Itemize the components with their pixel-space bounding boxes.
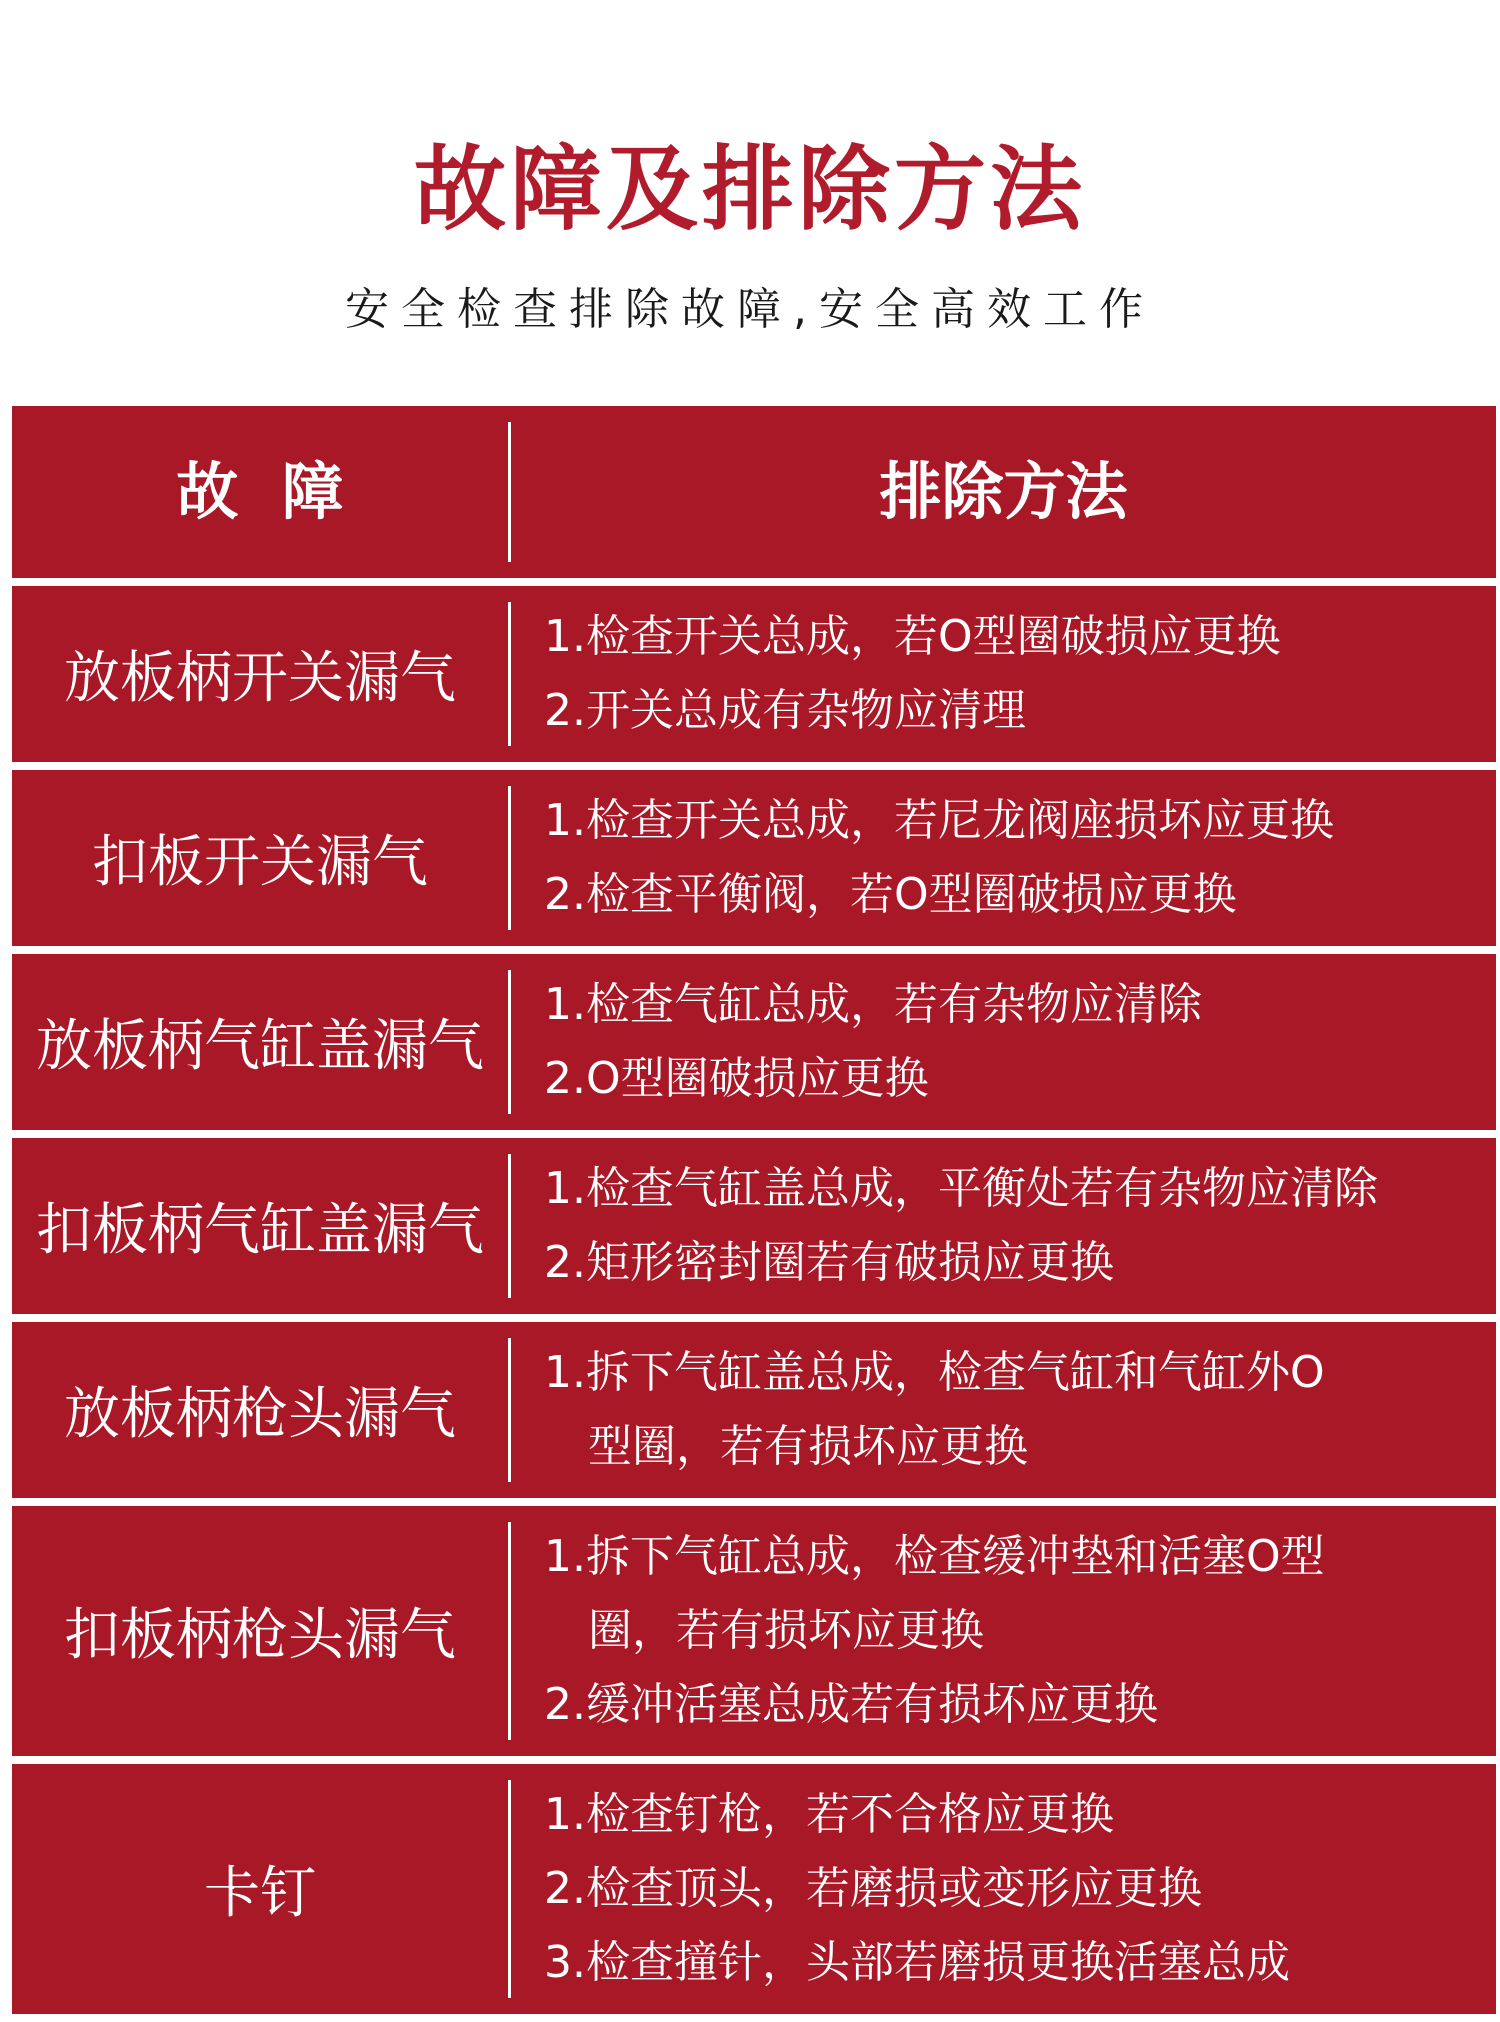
table-row	[12, 1322, 1496, 1498]
solution-line: 2.缓冲活塞总成若有损坏应更换	[544, 1679, 1158, 1730]
column-divider	[508, 1338, 511, 1482]
solution-cell	[544, 1322, 1496, 1498]
solution-line: 1.检查开关总成，若O型圈破损应更换	[544, 611, 1281, 662]
solution-line: 1.检查开关总成，若尼龙阀座损坏应更换	[544, 795, 1334, 846]
solution-line: 1.检查气缸盖总成，平衡处若有杂物应清除	[544, 1163, 1378, 1214]
table-row	[12, 770, 1496, 946]
solution-line: 型圈，若有损坏应更换	[588, 1421, 1028, 1472]
solution-line: 1.拆下气缸总成，检查缓冲垫和活塞O型	[544, 1531, 1325, 1582]
solution-line: 2.检查顶头，若磨损或变形应更换	[544, 1863, 1202, 1914]
fault-table	[12, 406, 1496, 2022]
column-divider	[508, 1780, 511, 1998]
table-row	[12, 586, 1496, 762]
column-divider	[508, 1522, 511, 1740]
solution-cell	[544, 954, 1496, 1130]
fault-cell: 放板柄枪头漏气	[64, 1382, 456, 1447]
solution-cell	[544, 586, 1496, 762]
fault-cell: 卡钉	[204, 1861, 316, 1926]
header-solution: 排除方法	[879, 455, 1128, 528]
solution-line: 2.检查平衡阀，若O型圈破损应更换	[544, 869, 1237, 920]
column-divider	[508, 970, 511, 1114]
table-row	[12, 954, 1496, 1130]
fault-cell: 扣板开关漏气	[92, 830, 428, 895]
table-header	[12, 406, 1496, 578]
solution-cell	[544, 770, 1496, 946]
column-divider	[508, 1154, 511, 1298]
solution-line: 3.检查撞针，头部若磨损更换活塞总成	[544, 1937, 1290, 1988]
column-divider	[508, 602, 511, 746]
solution-line: 1.拆下气缸盖总成，检查气缸和气缸外O	[544, 1347, 1325, 1398]
solution-cell	[544, 1506, 1496, 1756]
table-row	[12, 1506, 1496, 1756]
fault-cell: 扣板柄气缸盖漏气	[36, 1198, 484, 1263]
solution-line: 1.检查钉枪，若不合格应更换	[544, 1789, 1114, 1840]
table-row	[12, 1764, 1496, 2014]
solution-line: 1.检查气缸总成，若有杂物应清除	[544, 979, 1202, 1030]
page-title: 故障及排除方法	[413, 136, 1086, 243]
fault-cell: 放板柄气缸盖漏气	[36, 1014, 484, 1079]
solution-cell	[544, 1138, 1496, 1314]
table-row	[12, 1138, 1496, 1314]
solution-line: 圈，若有损坏应更换	[588, 1605, 984, 1656]
fault-cell: 放板柄开关漏气	[64, 646, 456, 711]
solution-line: 2.O型圈破损应更换	[544, 1053, 929, 1104]
solution-cell	[544, 1764, 1496, 2014]
page-subtitle: 安全检查排除故障,安全高效工作	[345, 284, 1155, 335]
solution-line: 2.开关总成有杂物应清理	[544, 685, 1026, 736]
header-fault: 故 障	[176, 455, 344, 528]
column-divider	[508, 786, 511, 930]
fault-cell: 扣板柄枪头漏气	[64, 1603, 456, 1668]
solution-line: 2.矩形密封圈若有破损应更换	[544, 1237, 1114, 1288]
